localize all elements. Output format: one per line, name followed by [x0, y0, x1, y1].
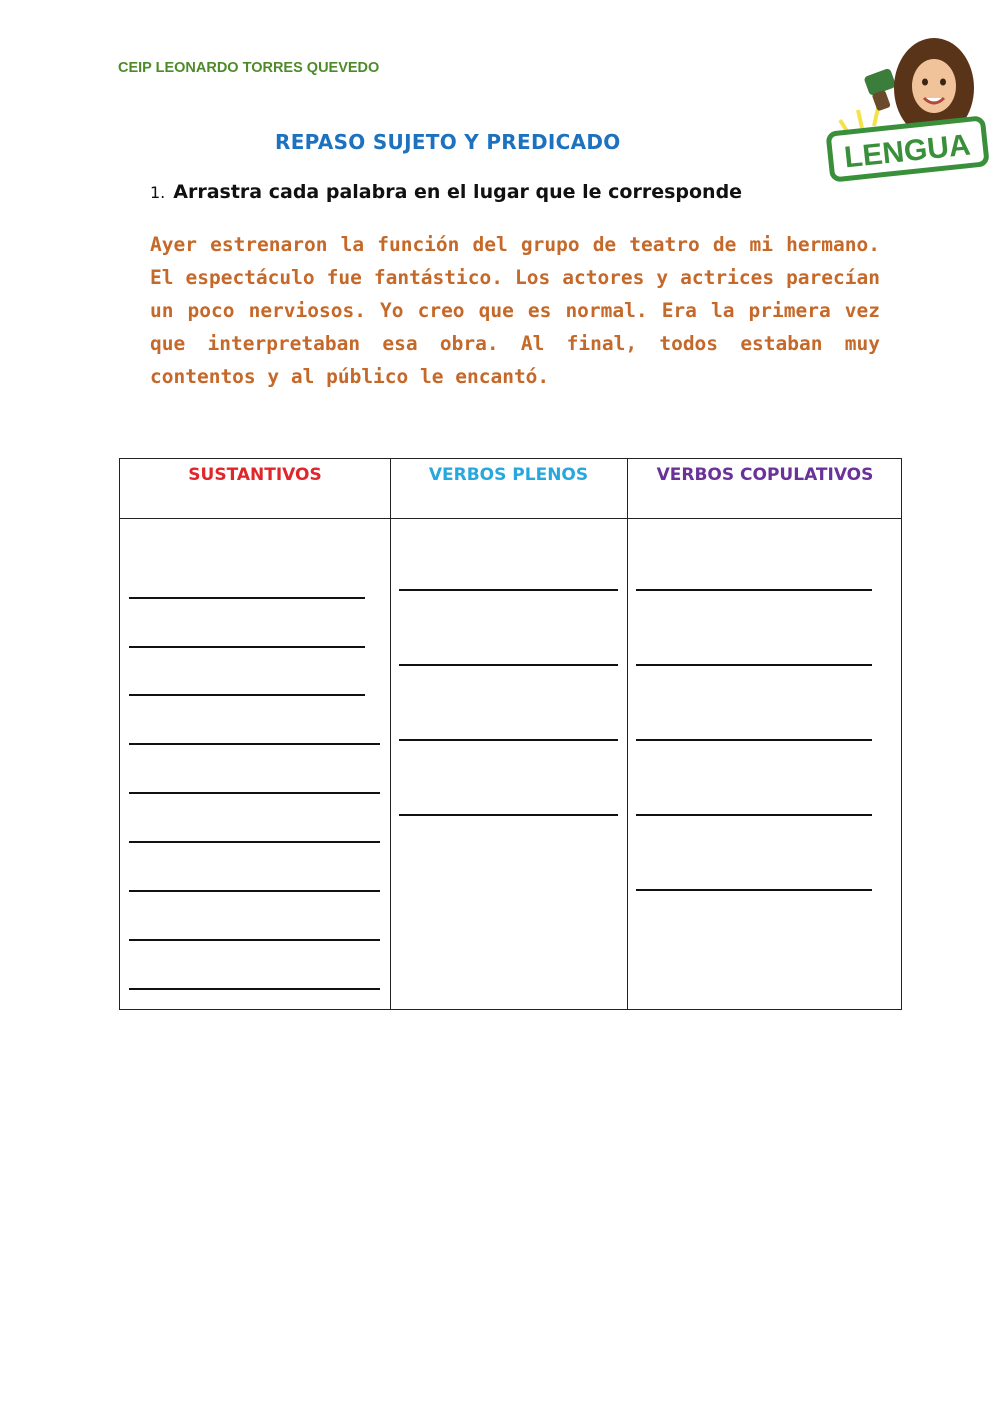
verbos-copulativos-blank[interactable]	[636, 814, 872, 816]
sustantivos-blank[interactable]	[129, 890, 380, 892]
verbos-copulativos-blank[interactable]	[636, 889, 872, 891]
instruction	[150, 181, 742, 203]
sustantivos-blank[interactable]	[129, 597, 365, 599]
school-name: CEIP LEONARDO TORRES QUEVEDO	[118, 60, 380, 76]
column-divider	[627, 459, 628, 1009]
sustantivos-blank[interactable]	[129, 646, 365, 648]
verbos-plenos-blank[interactable]	[399, 589, 618, 591]
header-verbos-copulativos: VERBOS COPULATIVOS	[656, 465, 874, 485]
header-sustantivos: SUSTANTIVOS	[188, 465, 322, 485]
sustantivos-blank[interactable]	[129, 841, 380, 843]
sustantivos-blank[interactable]	[129, 792, 380, 794]
sustantivos-blank[interactable]	[129, 694, 365, 696]
verbos-plenos-blank[interactable]	[399, 664, 618, 666]
instruction-text: Arrastra cada palabra en el lugar que le corresponde	[173, 181, 743, 203]
instruction-number: 1.	[150, 183, 166, 202]
page-title: REPASO SUJETO Y PREDICADO	[275, 130, 621, 154]
verbos-copulativos-blank[interactable]	[636, 739, 872, 741]
badge-text: LENGUA	[842, 128, 973, 175]
passage-text: Ayer estrenaron la función del grupo de teatro de mi hermano. El espectáculo fue fantástico. Los actores y actrices parecían un poco nerviosos. Yo creo que es normal. Era la primera vez que interpretaban esa obra. Al final, todos estaban muy contentos y al público le encantó.	[150, 233, 880, 388]
verbos-copulativos-blank[interactable]	[636, 589, 872, 591]
classification-table	[119, 458, 902, 1010]
sustantivos-blank[interactable]	[129, 939, 380, 941]
header-divider	[120, 518, 901, 519]
verbos-copulativos-blank[interactable]	[636, 664, 872, 666]
header-verbos-plenos: VERBOS PLENOS	[428, 465, 589, 485]
lengua-logo	[822, 28, 992, 188]
verbos-plenos-blank[interactable]	[399, 814, 618, 816]
column-divider	[390, 459, 391, 1009]
sustantivos-blank[interactable]	[129, 743, 380, 745]
sustantivos-blank[interactable]	[129, 988, 380, 990]
verbos-plenos-blank[interactable]	[399, 739, 618, 741]
